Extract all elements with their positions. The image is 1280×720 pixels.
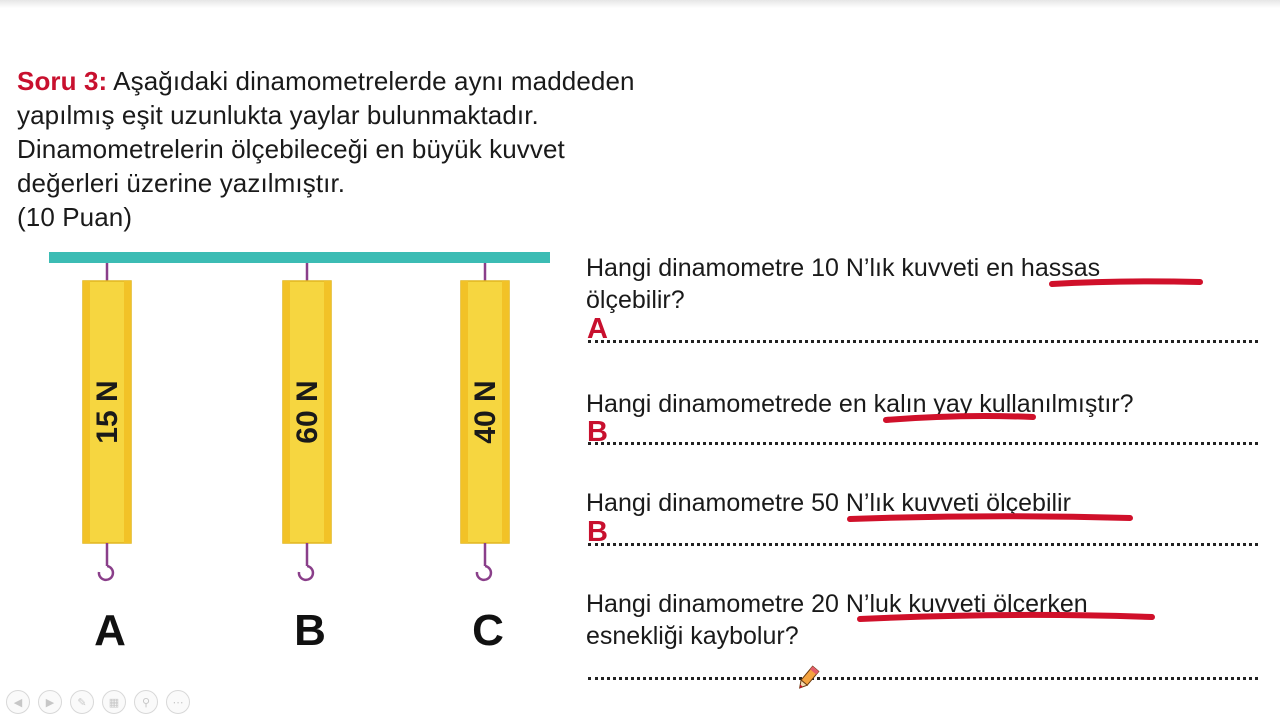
question-line-2: yapılmış eşit uzunlukta yaylar bulunmaktadır. bbox=[17, 100, 539, 130]
item-3-question: Hangi dinamometre 50 N’lık kuvveti ölçebilir bbox=[586, 489, 1071, 517]
dynamometer-capacity-label: 60 N bbox=[291, 380, 324, 444]
next-icon[interactable]: ▶ bbox=[38, 690, 62, 714]
item-3-highlight: 50 N’lık kuvveti ölçebilir bbox=[811, 489, 1071, 517]
question-line-1: Soru 3: Aşağıdaki dinamometrelerde aynı maddeden bbox=[17, 66, 635, 96]
dynamometer-edge bbox=[83, 281, 90, 543]
item-4-question: Hangi dinamometre 20 N’luk kuvveti ölçerken esnekliği kaybolur? bbox=[586, 590, 1088, 650]
question-text bbox=[17, 64, 737, 234]
item-2-answer-line[interactable] bbox=[588, 442, 1258, 445]
dynamometer-edge bbox=[324, 281, 331, 543]
dynamometer-letter: C bbox=[472, 606, 504, 655]
dynamometer-edge bbox=[124, 281, 131, 543]
dynamometer-letter: B bbox=[294, 606, 326, 655]
hook-icon bbox=[299, 566, 313, 580]
more-icon[interactable]: ⋯ bbox=[166, 690, 190, 714]
question-label: Soru 3: bbox=[17, 66, 108, 96]
slide-toolbar bbox=[6, 690, 190, 716]
dynamometer-figure bbox=[0, 240, 570, 660]
item-1-answer: A bbox=[587, 313, 608, 345]
zoom-icon[interactable]: ⚲ bbox=[134, 690, 158, 714]
item-2-answer: B bbox=[587, 416, 608, 448]
item-2-question: Hangi dinamometrede en kalın yay kullanılmıştır? bbox=[586, 390, 1134, 418]
dynamometer-c bbox=[461, 263, 509, 655]
question-line-3: Dinamometrelerin ölçebileceği en büyük kuvvet bbox=[17, 134, 565, 164]
item-3-answer-line[interactable] bbox=[588, 543, 1258, 546]
hook-icon bbox=[99, 566, 113, 580]
pages-icon[interactable]: ▦ bbox=[102, 690, 126, 714]
dynamometer-a bbox=[83, 263, 131, 655]
dynamometer-edge bbox=[283, 281, 290, 543]
item-1-highlight: en hassas bbox=[986, 254, 1101, 282]
dynamometer-edge bbox=[461, 281, 468, 543]
item-1-answer-line[interactable] bbox=[588, 340, 1258, 343]
top-bar bbox=[0, 0, 1280, 8]
question-points: (10 Puan) bbox=[17, 202, 133, 232]
hook-icon bbox=[477, 566, 491, 580]
prev-icon[interactable]: ◀ bbox=[6, 690, 30, 714]
pencil-icon bbox=[794, 664, 822, 692]
dynamometer-capacity-label: 15 N bbox=[91, 380, 124, 444]
pen-icon[interactable]: ✎ bbox=[70, 690, 94, 714]
dynamometer-capacity-label: 40 N bbox=[469, 380, 502, 444]
item-3-answer: B bbox=[587, 516, 608, 548]
item-2-highlight: en kalın yay bbox=[838, 390, 973, 418]
item-4-answer-line[interactable] bbox=[588, 677, 1258, 680]
item-4-highlight: 20 N’luk kuvveti ölçerken bbox=[811, 590, 1088, 618]
question-line-4: değerleri üzerine yazılmıştır. bbox=[17, 168, 346, 198]
support-bar bbox=[49, 252, 550, 263]
dynamometer-edge bbox=[502, 281, 509, 543]
item-1-question: Hangi dinamometre 10 N’lık kuvveti en hassas ölçebilir? bbox=[586, 254, 1101, 314]
dynamometer-letter: A bbox=[94, 606, 126, 655]
dynamometer-b bbox=[283, 263, 331, 655]
